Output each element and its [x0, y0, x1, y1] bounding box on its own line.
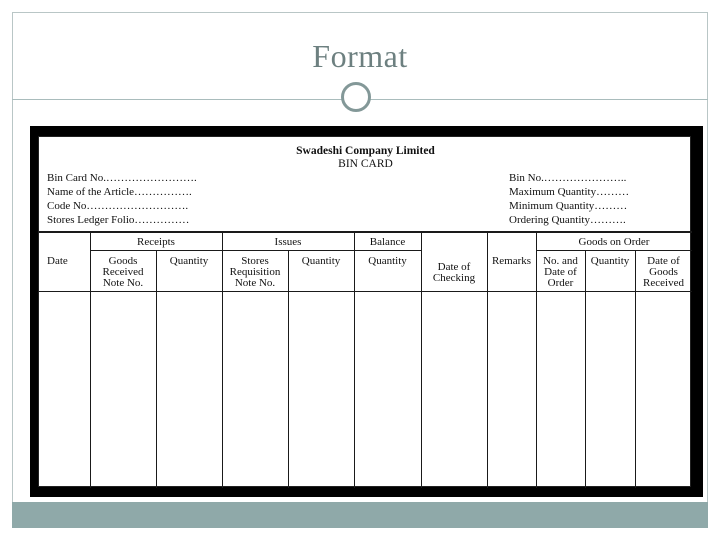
col-divider — [354, 232, 355, 488]
bin-card-no-field: Bin Card No.……………………. — [47, 172, 197, 184]
order-no-date-header-line: Date of — [544, 266, 577, 278]
bin-card-image — [30, 126, 703, 497]
article-name-field: Name of the Article……………. — [47, 186, 192, 198]
stores-requisition-header-line: Note No. — [234, 277, 276, 289]
maximum-quantity-field: Maximum Quantity……… — [509, 186, 630, 198]
receipts-header: Receipts — [137, 236, 175, 248]
balance-header: Balance — [369, 236, 406, 248]
card-heading: BIN CARD — [338, 158, 393, 170]
goods-received-note-header-line: Note No. — [102, 277, 144, 289]
goods-received-note-header-line: Received — [102, 266, 144, 278]
date-column-header: Date — [47, 255, 68, 267]
group-rule-right — [536, 250, 692, 251]
group-rule-left — [90, 250, 421, 251]
header-rule — [39, 231, 692, 233]
company-name: Swadeshi Company Limited — [296, 145, 435, 157]
col-divider — [487, 232, 488, 488]
minimum-quantity-field: Minimum Quantity……… — [509, 200, 628, 212]
goods-received-date-header-line: Goods — [649, 266, 678, 278]
slide-title: Format — [312, 38, 408, 74]
bin-card — [38, 136, 691, 487]
order-no-date-header-line: Order — [547, 277, 574, 289]
footer-bar — [12, 502, 708, 528]
bin-no-field: Bin No.………………….. — [509, 172, 627, 184]
col-divider — [585, 250, 586, 488]
balance-quantity-header: Quantity — [368, 255, 407, 267]
code-no-field: Code No………………………. — [47, 200, 189, 212]
goods-received-date-header-line: Date of — [647, 255, 680, 267]
goods-on-order-header: Goods on Order — [578, 236, 650, 248]
column-header-rule — [39, 291, 692, 292]
order-no-date-header-line: No. and — [543, 255, 578, 267]
col-divider — [156, 250, 157, 488]
goods-received-date-header-line: Received — [643, 277, 684, 289]
stores-requisition-header-line: Stores — [241, 255, 269, 267]
issues-header: Issues — [274, 236, 302, 248]
receipts-quantity-header: Quantity — [169, 255, 209, 267]
goods-received-note-header-line: Goods — [108, 255, 138, 267]
ordering-quantity-field: Ordering Quantity………. — [509, 214, 626, 226]
remarks-header: Remarks — [491, 255, 532, 267]
stores-ledger-folio-field: Stores Ledger Folio…………… — [47, 214, 190, 226]
date-of-checking-header-line: Date of — [437, 261, 471, 273]
col-divider — [288, 250, 289, 488]
order-quantity-header: Quantity — [590, 255, 630, 267]
issues-quantity-header: Quantity — [301, 255, 341, 267]
date-of-checking-header-line: Checking — [432, 272, 476, 284]
title-circle-ornament — [341, 82, 371, 112]
stores-requisition-header-line: Requisition — [229, 266, 281, 278]
